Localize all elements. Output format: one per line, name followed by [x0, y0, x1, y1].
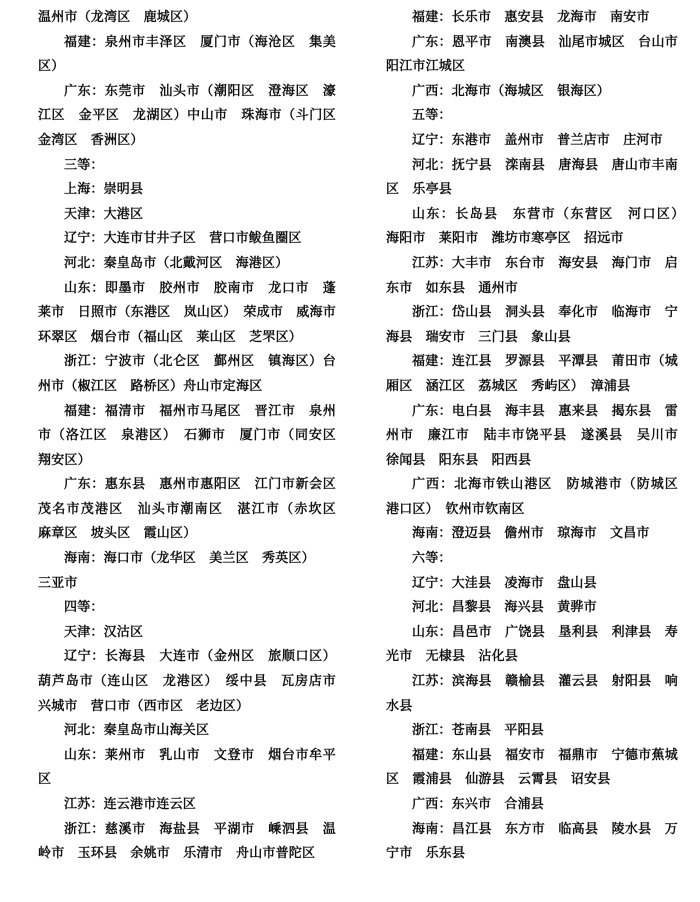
- region-paragraph: 山东：长岛县 东营市（东营区 河口区） 海阳市 莱阳市 潍坊市寒亭区 招远市: [386, 206, 692, 247]
- region-paragraph: 江苏：大丰市 东台市 海安县 海门市 启东市 如东县 通州市: [386, 255, 678, 296]
- region-paragraph: 山东：莱州市 乳山市 文登市 烟台市牟平区: [38, 747, 336, 788]
- region-paragraph: 海南：澄迈县 儋州市 琼海市 文昌市: [412, 526, 650, 542]
- region-paragraph: 福建：长乐市 惠安县 龙海市 南安市: [412, 10, 650, 25]
- right-column: [386, 6, 692, 902]
- region-paragraph: 广西：北海市（海城区 银海区）: [412, 83, 611, 99]
- region-paragraph: 广东：惠东县 惠州市惠阳区 江门市新会区 茂名市茂港区 汕头市潮南区 湛江市（赤坎区 麻章区 坡头区 霞山区）: [38, 477, 350, 542]
- region-paragraph: 河北：抚宁县 滦南县 唐海县 唐山市丰南区 乐亭县: [386, 157, 678, 198]
- region-paragraph: 广西：东兴市 合浦县: [412, 797, 545, 812]
- region-paragraph: 江苏：滨海县 赣榆县 灌云县 射阳县 响水县: [386, 674, 678, 714]
- left-column: [38, 6, 350, 902]
- region-paragraph: 广东：电白县 海丰县 惠来县 揭东县 雷州市 廉江市 陆丰市饶平县 遂溪县 吴川市 徐闻县 阳东县 阳西县: [386, 403, 692, 468]
- region-paragraph: 广东：东莞市 汕头市（潮阳区 澄海区 濠江区 金平区 龙湖区）中山市 珠海市（斗门区 金湾区 香洲区）: [38, 83, 350, 148]
- region-paragraph: 天津：大港区: [64, 206, 144, 222]
- region-paragraph: 河北：秦皇岛市山海关区: [64, 723, 210, 739]
- region-paragraph: 山东：昌邑市 广饶县 垦利县 利津县 寿光市 无棣县 沾化县: [386, 624, 678, 665]
- region-paragraph: 福建：东山县 福安市 福鼎市 宁德市蕉城区 霞浦县 仙游县 云霄县 诏安县: [386, 747, 678, 788]
- region-paragraph: 广西：北海市铁山港区 防城港市（防城区 港口区） 钦州市钦南区: [386, 477, 692, 517]
- region-paragraph: 上海：崇明县: [64, 182, 144, 198]
- grade-heading: 五等：: [412, 108, 452, 124]
- region-paragraph: 浙江：岱山县 洞头县 奉化市 临海市 宁海县 瑞安市 三门县 象山县: [386, 305, 678, 345]
- region-paragraph: 福建：连江县 罗源县 平潭县 莆田市（城厢区 涵江区 荔城区 秀屿区） 漳浦县: [386, 354, 678, 394]
- region-paragraph: 海南：海口市（龙华区 美兰区 秀英区）: [64, 551, 315, 567]
- region-paragraph: 天津：汉沽区: [64, 624, 144, 640]
- region-paragraph: 辽宁：大洼县 凌海市 盘山县: [412, 575, 597, 591]
- grade-heading: 六等：: [412, 551, 452, 567]
- region-paragraph: 河北：昌黎县 海兴县 黄骅市: [412, 600, 597, 616]
- region-paragraph: 福建：福清市 福州市马尾区 晋江市 泉州市（洛江区 泉港区） 石狮市 厦门市（同安区 翔安区）: [38, 403, 350, 468]
- region-paragraph: 山东：即墨市 胶州市 胶南市 龙口市 蓬莱市 日照市（东港区 岚山区） 荣成市 威海市环翠区 烟台市（福山区 莱山区 芝罘区）: [38, 280, 336, 345]
- region-paragraph: 浙江：苍南县 平阳县: [412, 723, 545, 739]
- region-paragraph: 辽宁：长海县 大连市（金州区 旅顺口区）葫芦岛市（连山区 龙港区） 绥中县 瓦房店市 兴城市 营口市（西市区 老边区）: [38, 649, 350, 714]
- continuation-line: 温州市（龙湾区 鹿城区）: [38, 10, 197, 25]
- region-paragraph: 江苏：连云港市连云区: [64, 797, 197, 812]
- region-paragraph: 浙江：宁波市（北仑区 鄞州区 镇海区）台州市（椒江区 路桥区）舟山市定海区: [38, 354, 336, 394]
- region-paragraph: 海南：昌江县 东方市 临高县 陵水县 万宁市 乐东县: [386, 821, 678, 862]
- region-paragraph: 辽宁：大连市甘井子区 营口市鲅鱼圈区: [64, 231, 302, 247]
- region-paragraph: 浙江：慈溪市 海盐县 平湖市 嵊泗县 温岭市 玉环县 余姚市 乐清市 舟山市普陀区: [38, 821, 336, 862]
- grade-heading: 四等：: [64, 600, 104, 616]
- region-paragraph: 河北：秦皇岛市（北戴河区 海港区）: [64, 255, 289, 271]
- region-paragraph: 辽宁：东港市 盖州市 普兰店市 庄河市: [412, 132, 663, 148]
- region-paragraph: 广东：恩平市 南澳县 汕尾市城区 台山市 阳江市江城区: [386, 34, 692, 75]
- grade-heading: 三等：: [64, 157, 104, 173]
- continuation-line: 三亚市: [38, 575, 78, 591]
- region-paragraph: 福建：泉州市丰泽区 厦门市（海沧区 集美区）: [38, 34, 336, 75]
